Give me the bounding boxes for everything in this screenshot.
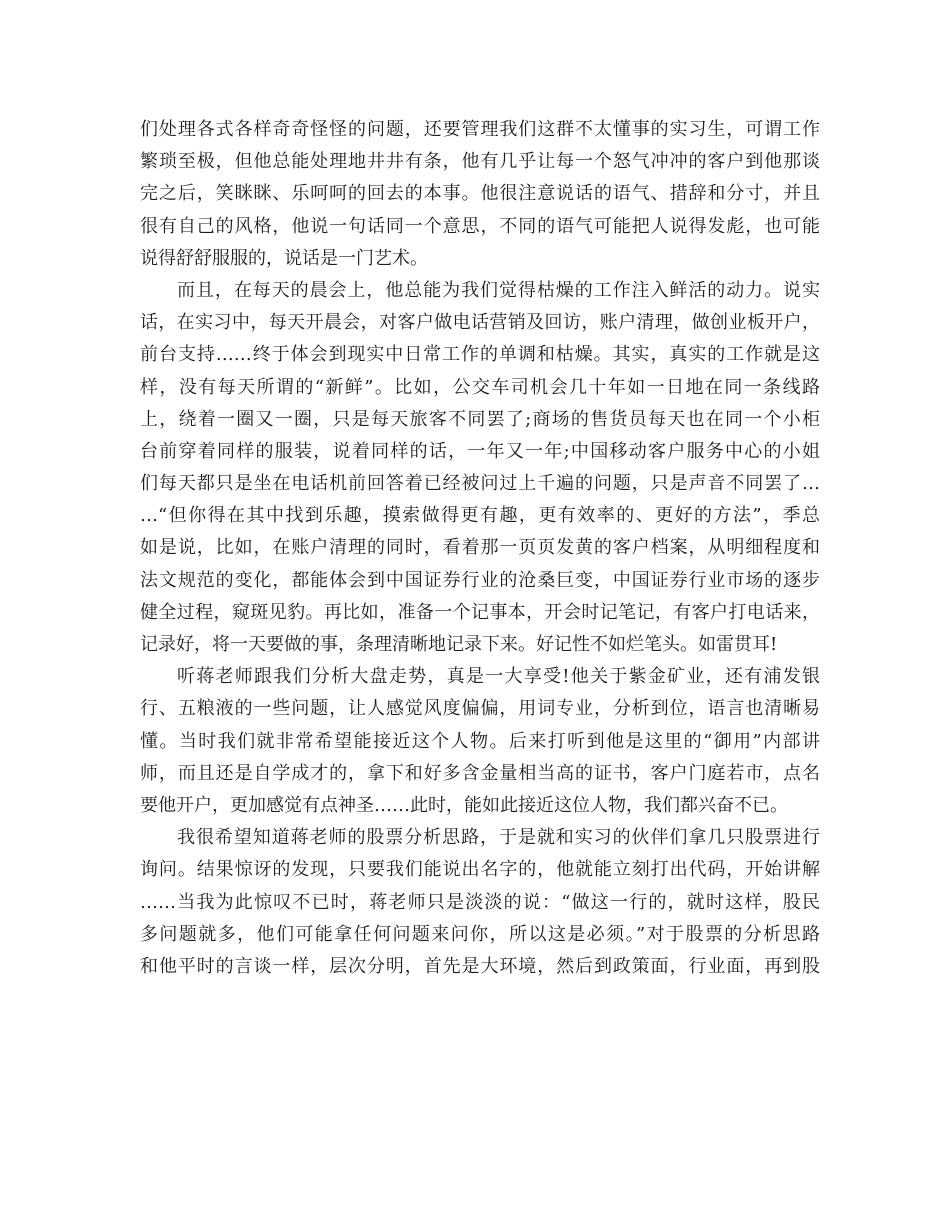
paragraph-1-line-1: 们处理各式各样奇奇怪怪的问题，还要管理我们这群不太懂事的实习生，可谓工作 <box>140 119 820 140</box>
paragraph-2-line-12: 记录好，将一天要做的事，条理清晰地记录下来。好记性不如烂笔头。如雷贯耳! <box>140 634 778 655</box>
paragraph-1-line-2: 繁琐至极，但他总能处理地井井有条，他有几乎让每一个怒气冲冲的客户到他那谈 <box>140 151 820 173</box>
paragraph-3-line-1: 听蒋老师跟我们分析大盘走势，真是一大享受!他关于紫金矿业，还有浦发银 <box>177 666 820 688</box>
paragraph-2-line-3: 前台支持……终于体会到现实中日常工作的单调和枯燥。其实，真实的工作就是这 <box>140 344 820 366</box>
paragraph-3-line-4: 师，而且还是自学成才的，拿下和好多含金量相当高的证书，客户门庭若市，点名 <box>140 762 820 784</box>
paragraph-4-line-4: 多问题就多，他们可能拿任何问题来问你，所以这是必须。”对于股票的分析思路 <box>140 923 820 945</box>
paragraph-2-line-11: 健全过程，窥斑见豹。再比如，准备一个记事本，开会时记笔记，有客户打电话来， <box>140 601 820 623</box>
paragraph-2-line-7: 们每天都只是坐在电话机前回答着已经被问过上千遍的问题，只是声音不同罢了… <box>140 473 820 495</box>
paragraph-2-line-8: …“但你得在其中找到乐趣，摸索做得更有趣，更有效率的、更好的方法”，季总 <box>140 505 820 527</box>
paragraph-3-line-3: 懂。当时我们就非常希望能接近这个人物。后来打听到他是这里的“御用”内部讲 <box>140 730 820 752</box>
paragraph-1-line-4: 很有自己的风格，他说一句话同一个意思，不同的语气可能把人说得发彪，也可能 <box>140 215 820 237</box>
paragraph-4-line-1: 我很希望知道蒋老师的股票分析思路，于是就和实习的伙伴们拿几只股票进行 <box>177 827 820 849</box>
paragraph-2-line-6: 台前穿着同样的服装，说着同样的话，一年又一年;中国移动客户服务中心的小姐 <box>140 440 820 462</box>
paragraph-2-line-4: 样，没有每天所谓的“新鲜”。比如，公交车司机会几十年如一日地在同一条线路 <box>140 376 820 398</box>
paragraph-2-line-5: 上，绕着一圈又一圈，只是每天旅客不同罢了;商场的售货员每天也在同一个小柜 <box>140 408 820 430</box>
paragraph-3-line-5: 要他开户，更加感觉有点神圣……此时，能如此接近这位人物，我们都兴奋不已。 <box>140 794 788 816</box>
paragraph-2-line-9: 如是说，比如，在账户清理的同时，看着那一页页发黄的客户档案，从明细程度和 <box>140 537 820 559</box>
paragraph-1-line-3: 完之后，笑眯眯、乐呵呵的回去的本事。他很注意说话的语气、措辞和分寸，并且 <box>140 183 820 205</box>
paragraph-2-line-2: 话，在实习中，每天开晨会，对客户做电话营销及回访，账户清理，做创业板开户， <box>140 312 820 334</box>
paragraph-2-line-1: 而且，在每天的晨会上，他总能为我们觉得枯燥的工作注入鲜活的动力。说实 <box>177 279 820 301</box>
paragraph-4-line-2: 询问。结果惊讶的发现，只要我们能说出名字的，他就能立刻打出代码，开始讲解 <box>140 859 820 881</box>
paragraph-2-line-10: 法文规范的变化，都能体会到中国证券行业的沧桑巨变，中国证券行业市场的逐步 <box>140 569 820 591</box>
document-body <box>140 114 820 983</box>
paragraph-1-line-5: 说得舒舒服服的，说话是一门艺术。 <box>140 247 428 269</box>
paragraph-4-line-3: ……当我为此惊叹不已时，蒋老师只是淡淡的说：“做这一行的，就时这样，股民 <box>140 891 820 913</box>
paragraph-4-line-5: 和他平时的言谈一样，层次分明，首先是大环境，然后到政策面，行业面，再到股 <box>140 955 820 977</box>
paragraph-3-line-2: 行、五粮液的一些问题，让人感觉风度偏偏，用词专业，分析到位，语言也清晰易 <box>140 698 820 720</box>
